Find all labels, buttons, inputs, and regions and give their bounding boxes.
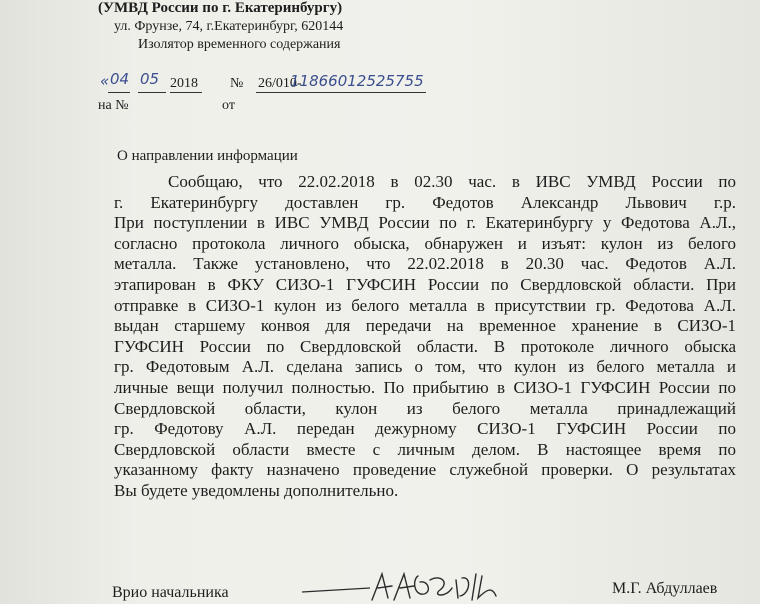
- body-line: Вы будете уведомлены дополнительно.: [114, 480, 399, 500]
- body-line: согласно протокола личного обыска, обнаружен и изъят: кулон из белого: [114, 233, 736, 253]
- date-day: 04: [110, 70, 130, 88]
- body-line: отправке в СИЗО-1 кулон из белого металла в присутствии гр. Федотова А.Л.: [114, 295, 736, 315]
- body-line: г. Екатеринбургу доставлен гр. Федотов Александр Львович г.р.: [114, 192, 736, 212]
- number-underline: [256, 92, 426, 93]
- signer-position: Врио начальника: [112, 584, 229, 601]
- body-line: Свердловской области, кулон из белого металла принадлежащий: [114, 398, 736, 418]
- body-line: При поступлении в ИВС УМВД России по г. Екатеринбургу у Федотова А.Л.,: [114, 213, 736, 233]
- body-line: личные вещи получил полностью. По прибытию в СИЗО-1 ГУФСИН России по: [114, 377, 736, 397]
- org-department: Изолятор временного содержания: [138, 37, 341, 52]
- body-line: Свердловской области вместе с личным делом. В настоящее время по: [114, 439, 736, 459]
- handwritten-signature: [300, 570, 520, 604]
- body-line: выдан старшему конвоя для передачи на временное хранение в СИЗО-1: [114, 316, 736, 336]
- number-label: №: [230, 76, 244, 91]
- body-line: металла. Также установлено, что 22.02.2018 в 20.30 час. Федотов А.Л.: [114, 254, 736, 274]
- body-line: указанному факту назначено проведение служебной проверки. О результатах: [114, 460, 736, 480]
- subject-line: О направлении информации: [117, 148, 298, 164]
- from-label: от: [222, 98, 235, 113]
- org-address: ул. Фрунзе, 74, г.Екатеринбург, 620144: [114, 19, 344, 34]
- date-month-underline: [138, 92, 166, 93]
- body-line: гр. Федотовым А.Л. сделана запись о том, что кулон из белого металла и: [114, 357, 736, 377]
- body-line: Сообщаю, что 22.02.2018 в 02.30 час. в ИВС УМВД России по: [168, 172, 736, 191]
- date-open-quote: «: [100, 72, 110, 90]
- number-handwritten: 11866012525755: [290, 72, 424, 90]
- signature-block: [0, 578, 760, 604]
- number-value: 26/010-: [258, 76, 302, 91]
- body-line: этапирован в ФКУ СИЗО-1 ГУФСИН России по Свердловской области. При: [114, 274, 736, 294]
- letter-body: [114, 172, 736, 502]
- org-title: (УМВД России по г. Екатеринбургу): [98, 0, 343, 16]
- body-line: ГУФСИН России по Свердловской области. В протоколе личного обыска: [114, 336, 736, 356]
- registration-block: [98, 70, 518, 113]
- date-year: 2018: [170, 76, 198, 91]
- signer-name: М.Г. Абдуллаев: [612, 580, 718, 597]
- date-month: 05: [140, 70, 160, 88]
- date-day-underline: [108, 92, 130, 93]
- date-year-underline: [170, 92, 202, 93]
- on-no-label: на №: [98, 98, 129, 113]
- body-line: гр. Федотову А.Л. передан дежурному СИЗО-1 ГУФСИН России по: [114, 419, 736, 439]
